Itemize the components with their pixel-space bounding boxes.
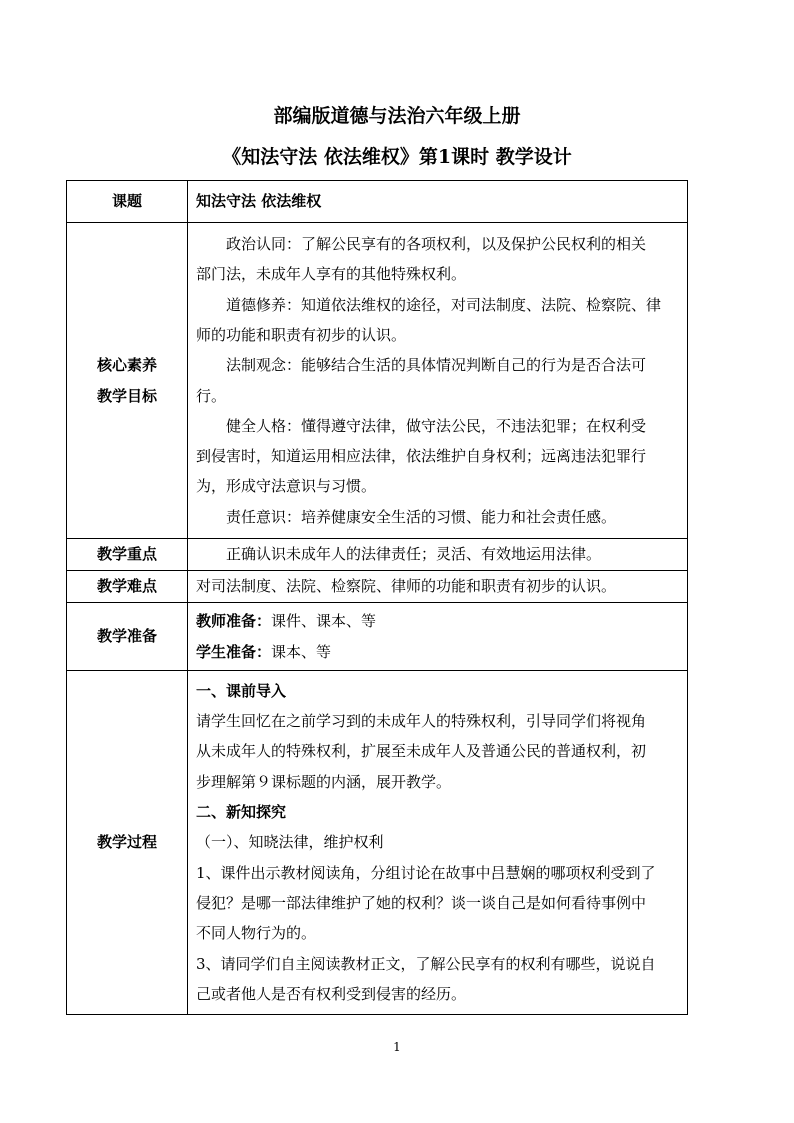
- goal-line: 部门法，未成年人享有的其他特殊权利。: [196, 265, 467, 284]
- process-line: 侵犯？是哪一部法律维护了她的权利？谈一谈自己是如何看待事例中: [196, 893, 647, 912]
- preparation-content: [188, 603, 688, 671]
- table-row-difficulties: [67, 571, 688, 603]
- teacher-preparation-text: 课件、课本、等: [271, 612, 377, 631]
- goal-line: 为，形成守法意识与习惯。: [196, 477, 377, 496]
- process-line: 不同人物行为的。: [196, 924, 317, 943]
- key-points-value: 正确认识未成年人的法律责任；灵活、有效地运用法律。: [188, 539, 688, 571]
- table-row-preparation: [67, 603, 688, 671]
- teacher-preparation-label: 教师准备：: [196, 612, 272, 631]
- table-row-key-points: [67, 539, 688, 571]
- table-row-process: [67, 671, 688, 1015]
- label-difficulties: 教学难点: [67, 571, 188, 603]
- student-preparation-label: 学生准备：: [196, 642, 272, 661]
- goal-line: 法制观念：能够结合生活的具体情况判断自己的行为是否合法可: [226, 356, 647, 375]
- label-process: 教学过程: [67, 671, 188, 1015]
- student-preparation: [196, 637, 679, 667]
- process-heading: 二、新知探究: [196, 803, 287, 822]
- difficulties-value: 对司法制度、法院、检察院、律师的功能和职责有初步的认识。: [188, 571, 688, 603]
- goal-line: 政治认同：了解公民享有的各项权利，以及保护公民权利的相关: [226, 235, 647, 254]
- process-content: [188, 671, 688, 1015]
- goal-line: 行。: [196, 386, 227, 405]
- process-line: 3、请同学们自主阅读教材正文，了解公民享有的权利有哪些，说说自: [196, 954, 656, 973]
- process-heading: 一、课前导入: [196, 681, 287, 700]
- label-goals: [67, 223, 188, 539]
- goals-content: [188, 223, 688, 539]
- label-goals-line1: 核心素养: [96, 356, 157, 375]
- document-title-line1: 部编版道德与法治六年级上册: [273, 105, 521, 127]
- process-line: 从未成年人的特殊权利，扩展至未成年人及普通公民的普通权利，初: [196, 742, 647, 761]
- process-line: 1、课件出示教材阅读角，分组讨论在故事中吕慧娴的哪项权利受到了: [196, 863, 656, 882]
- goal-line: 健全人格：懂得遵守法律，做守法公民，不违法犯罪；在权利受: [226, 416, 647, 435]
- goal-line: 责任意识：培养健康安全生活的习惯、能力和社会责任感。: [226, 507, 617, 526]
- process-line: 己或者他人是否有权利受到侵害的经历。: [196, 984, 467, 1003]
- student-preparation-text: 课本、等: [271, 642, 332, 661]
- label-key-points: 教学重点: [67, 539, 188, 571]
- label-preparation: 教学准备: [67, 603, 188, 671]
- table-row-topic: [67, 181, 688, 223]
- table-row-goals: [67, 223, 688, 539]
- page-number: 1: [393, 1040, 401, 1054]
- process-line: 步理解第９课标题的内涵，展开教学。: [196, 772, 452, 791]
- label-goals-line2: 教学目标: [96, 386, 157, 405]
- document-title-line2: 《知法守法 依法维权》第1课时 教学设计: [222, 146, 572, 168]
- process-subheading: （一）、知晓法律，维护权利: [196, 833, 384, 852]
- label-topic: 课题: [67, 181, 188, 223]
- goal-line: 道德修养：知道依法维权的途径，对司法制度、法院、检察院、律: [226, 295, 662, 314]
- goal-line: 到侵害时，知道运用相应法律，依法维护自身权利；远离违法犯罪行: [196, 447, 647, 466]
- process-line: 请学生回忆在之前学习到的未成年人的特殊权利，引导同学们将视角: [196, 712, 647, 731]
- goal-line: 师的功能和职责有初步的认识。: [196, 325, 407, 344]
- topic-value: 知法守法 依法维权: [188, 181, 688, 223]
- teacher-preparation: [196, 606, 679, 636]
- lesson-plan-table: [66, 180, 688, 1015]
